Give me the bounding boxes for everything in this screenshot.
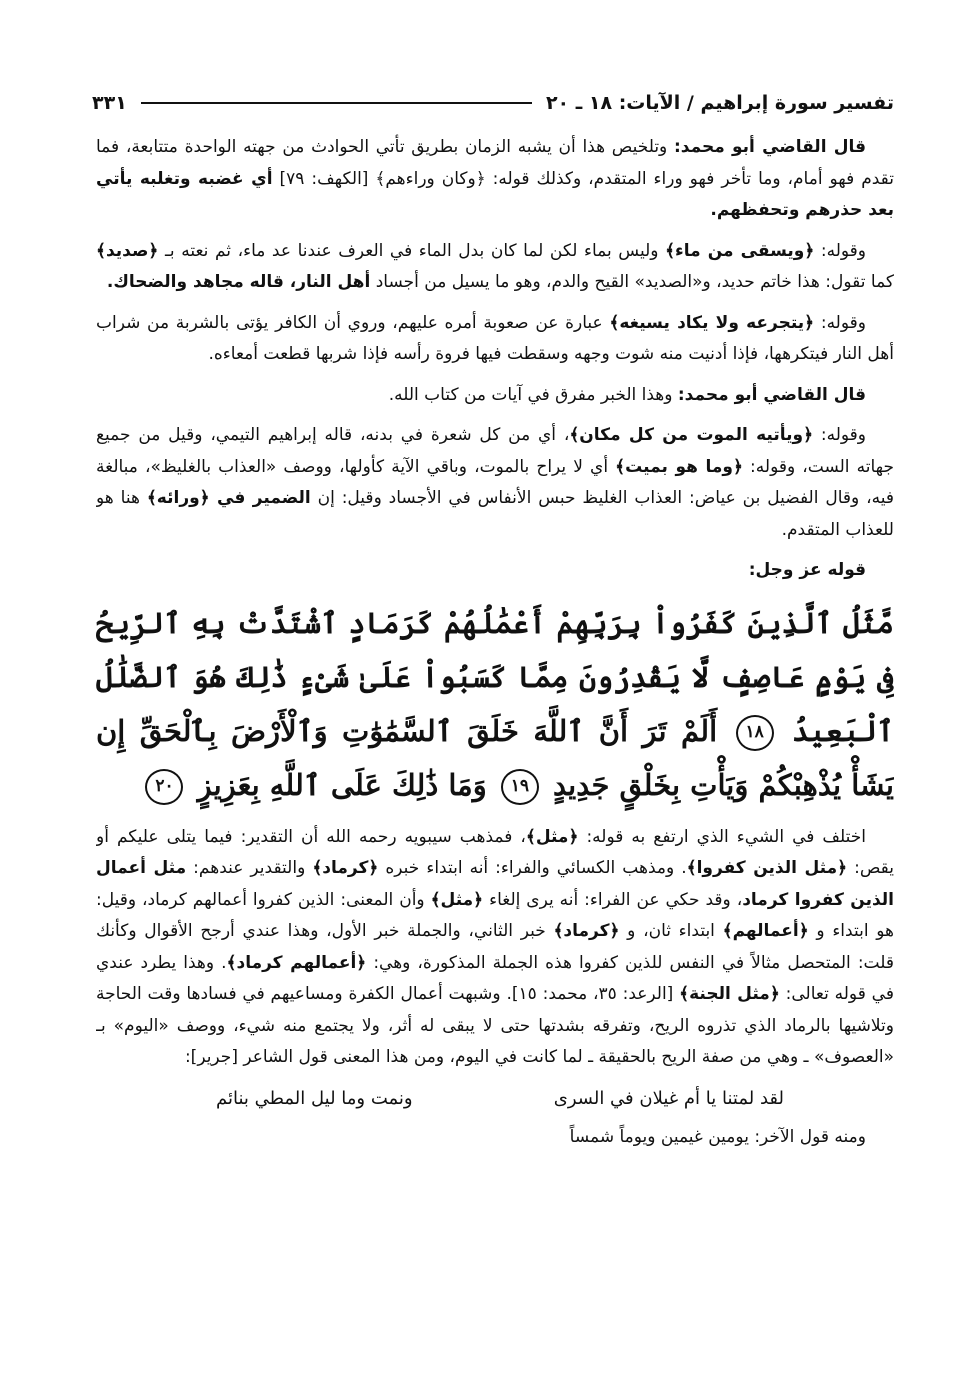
quran-quote: ﴿ويسقى من ماء﴾ bbox=[665, 240, 815, 261]
paragraph-text: عبارة عن صعوبة أمره عليهم، وروي أن الكافر يؤتى بالشربة من شراب أهل النار فيتكرهها، فإذا أدنيت منه شوت وجهه وسقطت فيها فروة رأسه فإذا شربها قطعت أمعاءه. bbox=[96, 312, 894, 364]
ayah-number-19: ١٩ bbox=[501, 769, 539, 805]
paragraph-text: هنا هو للعذاب المتقدم. bbox=[96, 488, 894, 540]
paragraph-text: وقوله: bbox=[813, 425, 866, 445]
quran-quote: ﴿كرماد﴾ bbox=[553, 921, 620, 941]
quran-quote: ﴿مثل﴾ bbox=[525, 826, 579, 847]
quran-quote: ﴿صديد﴾ bbox=[96, 240, 159, 261]
poetry-verse bbox=[96, 1083, 894, 1115]
running-title: تفسير سورة إبراهيم / الآيات: ١٨ ـ ٢٠ bbox=[545, 92, 894, 114]
quran-quote: ﴿مثل﴾ bbox=[430, 889, 484, 910]
header-rule bbox=[141, 102, 532, 104]
ayah-number-20: ٢٠ bbox=[145, 769, 183, 805]
quran-quote: ﴿أعمالهم﴾ bbox=[722, 921, 809, 941]
verse-first-hemistich: لقد لمتنا يا أم غيلان في السرى bbox=[553, 1087, 784, 1109]
speaker-label: قال القاضي أبو محمد: bbox=[673, 137, 866, 157]
paragraph-text: مثل أعمال الذين كفروا كرماد bbox=[96, 858, 894, 910]
paragraph-text: وهذا الخبر مفرق في آيات من كتاب الله. bbox=[388, 384, 678, 405]
quran-quote: ﴿يتجرعه ولا يكاد يسيغه﴾ bbox=[609, 312, 815, 333]
quran-quote: ﴿كرماد﴾ bbox=[312, 858, 379, 878]
paragraph-text: ، فمذهب سيبويه رحمه الله أن التقدير: فيما يتلى عليكم أو يقص: bbox=[96, 826, 894, 878]
paragraph-text: ، أي من كل شعرة في بدنه، قاله إبراهيم التيمي، وقيل من جميع جهاته الست، وقوله: bbox=[96, 425, 894, 477]
paragraph-text: [الرعد: ٣٥، محمد: ١٥]. وشبهت أعمال الكفرة ومساعيهم في فسادها وقت الحاجة وتلاشيها بالرماد الذي تذروه الريح، وتفرقه بشدتها حتى لا يبقى له أثر، ولا يجتمع منه شيء، ووصف «اليوم» بـ «العصوف» ـ وهي من صفة الريح بالحقيقة ـ لما كانت في اليوم، ومن هذا المعنى قول الشاعر [جرير]: bbox=[96, 984, 894, 1067]
paragraph-text: أي غضبه وتغلبه يأتي بعد حذرهم وتحفظهم. bbox=[96, 168, 894, 220]
page-body bbox=[96, 132, 894, 1367]
quran-quote: ﴿ويأتيه الموت من كل مكان﴾ bbox=[569, 425, 814, 445]
paragraph-text: ابتداء ثان، و bbox=[619, 921, 723, 941]
paragraph-text: وأن المعنى: الذين كفروا أعمالهم كرماد، وقيل: هو ابتداء و bbox=[96, 889, 894, 941]
quran-quote: ﴿وما هو بميت﴾ bbox=[615, 456, 743, 477]
paragraph-4 bbox=[96, 380, 894, 412]
paragraph-text: اختلف في الشيء الذي ارتفع به قوله: bbox=[578, 826, 866, 847]
paragraph-text: أي لا يراح بالموت، وباقي الآية كأولها، ووصف «العذاب بالغليظ»، مبالغة فيه، وقال الفضيل بن عياض: العذاب الغليظ حبس الأنفاس في الأجساد وقيل: إن bbox=[96, 456, 894, 508]
verse-20-text: وَمَا ذَٰلِكَ عَلَى ٱللَّهِ بِعَزِيزٍ bbox=[197, 767, 487, 802]
page-header bbox=[92, 88, 894, 118]
speaker-label: قال القاضي أبو محمد: bbox=[677, 384, 866, 405]
paragraph-2 bbox=[96, 236, 894, 299]
paragraph-5 bbox=[96, 420, 894, 546]
paragraph-text: وليس بماء لكن لما كان بدل الماء في العرف عندنا عد ماء، ثم نعته بـ bbox=[158, 240, 666, 261]
ayah-number-18: ١٨ bbox=[736, 715, 774, 751]
paragraph-text: ، وقد حكي عن الفراء: أنه يرى إلغاء bbox=[483, 889, 743, 910]
paragraph-7 bbox=[96, 822, 894, 1074]
quran-verses bbox=[96, 596, 894, 812]
paragraph-text: كما تقول: هذا خاتم حديد، و«الصديد» القيح والدم، وهو ما يسيل من أجساد bbox=[370, 272, 894, 292]
paragraph-text: وقوله: bbox=[814, 240, 866, 261]
quran-quote: ﴿مثل الذين كفروا﴾ bbox=[686, 858, 848, 878]
paragraph-8: ومنه قول الآخر: يومين غيمين ويوماً شمساً bbox=[569, 1127, 866, 1147]
paragraph-1 bbox=[96, 132, 894, 227]
verse-18-text: مَّثَلُ ٱلَّذِينَ كَفَرُواْ بِرَبِّهِمْ أَعْمَٰلُهُمْ كَرَمَادٍ ٱشْتَدَّتْ بِهِ ٱلرِّيحُ فِى يَوْمٍ عَاصِفٍ لَّا يَقْدِرُونَ مِمَّا كَسَبُواْ عَلَىٰ شَىْءٍ ذَٰلِكَ هُوَ ٱلضَّلَٰلُ ٱلْبَعِيدُ bbox=[96, 605, 894, 748]
verse-intro: قوله عز وجل: bbox=[748, 560, 866, 580]
paragraph-text: أهل النار، قاله مجاهد والضحاك. bbox=[106, 272, 371, 292]
verse-19-text: أَلَمْ تَرَ أَنَّ ٱللَّهَ خَلَقَ ٱلسَّمَٰوَٰتِ وَٱلْأَرْضَ بِٱلْحَقِّ إِن يَشَأْ يُذْهِبْكُمْ وَيَأْتِ بِخَلْقٍ جَدِيدٍ bbox=[96, 713, 894, 802]
page-number: ٣٣١ bbox=[92, 92, 127, 114]
verse-second-hemistich: ونمت وما ليل المطي بنائم bbox=[216, 1087, 413, 1109]
paragraph-3 bbox=[96, 308, 894, 371]
quran-quote: ﴿مثل الجنة﴾ bbox=[679, 984, 780, 1004]
paragraph-text: . وهذا يطرد عندي في قوله تعالى: bbox=[96, 952, 894, 1004]
paragraph-text: خبر الثاني، والجملة خبر الأول، وهذا عندي أرجح الأقوال وكأنك قلت: المتحصل مثالاً في النفس للذين كفروا هذه الجملة المذكورة، وهي: bbox=[96, 921, 894, 973]
paragraph-text: . ومذهب الكسائي والفراء: أنه ابتداء خبره bbox=[378, 858, 687, 878]
quran-quote: الضمير في ﴿ورائه﴾ bbox=[146, 488, 311, 508]
paragraph-text: وقوله: bbox=[814, 312, 866, 333]
quran-quote: ﴿أعمالهم كرماد﴾ bbox=[226, 952, 367, 973]
paragraph-text: والتقدير عندهم: bbox=[186, 858, 313, 878]
paragraph-text: وتلخيص هذا أن يشبه الزمان بطريق تأتي الحوادث من جهته الواحدة متتابعة، فما تقدم فهو أمام، وما تأخر فهو وراء المتقدم، وكذلك قوله: ﴿وكان وراءهم﴾ [الكهف: ٧٩] bbox=[96, 137, 894, 189]
